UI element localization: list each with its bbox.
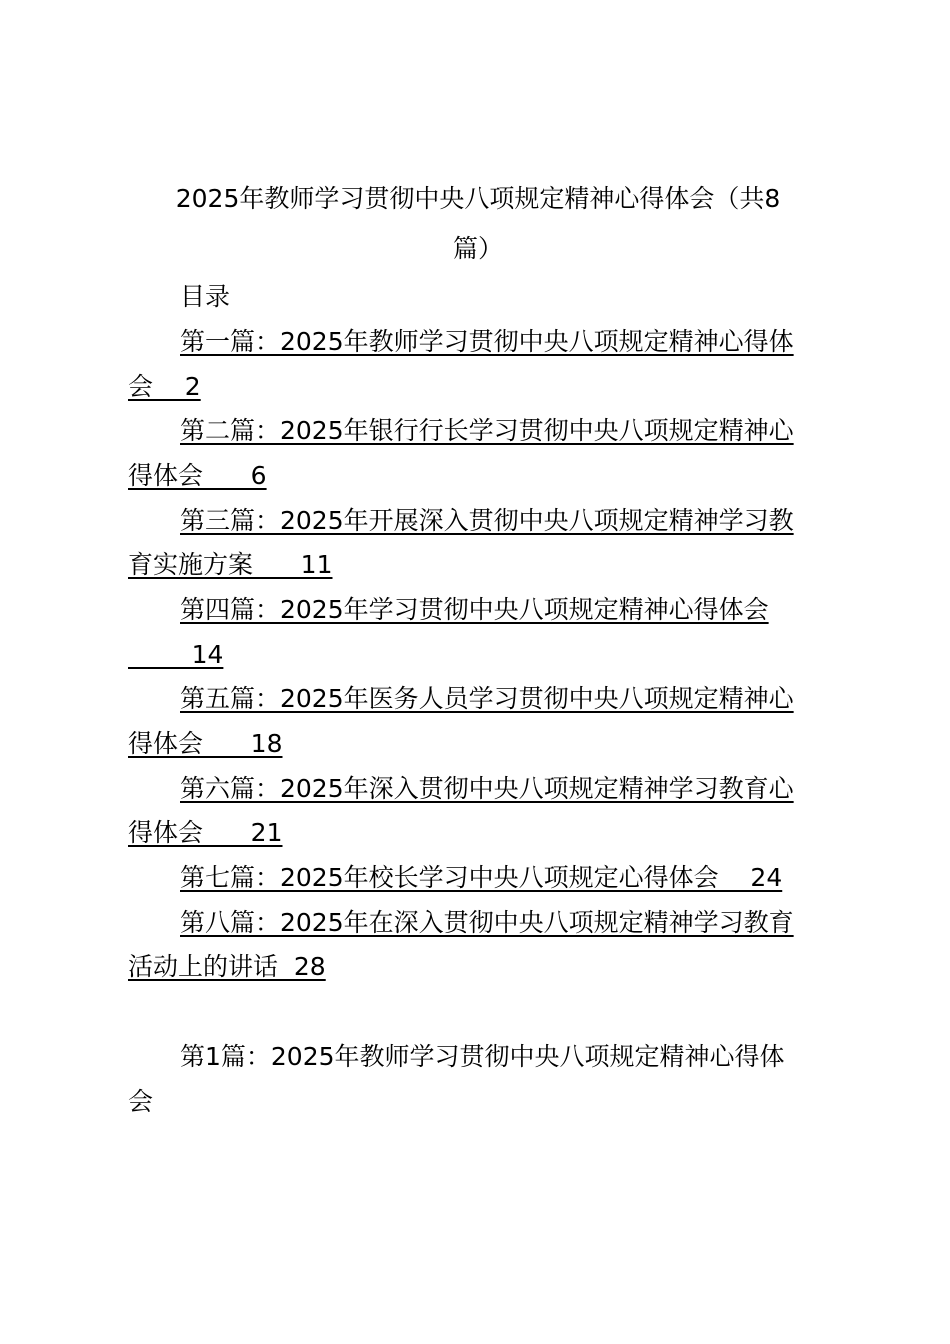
toc-entry-6-line-1[interactable]: 第六篇：2025年深入贯彻中央八项规定精神学习教育心: [180, 774, 794, 803]
document-title-line-1: 2025年教师学习贯彻中央八项规定精神心得体会（共8: [175, 184, 781, 213]
toc-entry-8-line-2[interactable]: 活动上的讲话 28: [128, 952, 326, 981]
section-heading-line-2: 会: [128, 1087, 154, 1116]
toc-entry-5-line-1[interactable]: 第五篇：2025年医务人员学习贯彻中央八项规定精神心: [180, 684, 794, 713]
toc-entry-2-line-2[interactable]: 得体会 6: [128, 461, 267, 490]
toc-entry-1-line-1[interactable]: 第一篇：2025年教师学习贯彻中央八项规定精神心得体: [180, 327, 794, 356]
toc-entry-4-line-2[interactable]: 14: [128, 640, 224, 669]
toc-entry-1-line-2[interactable]: 会 2: [128, 372, 201, 401]
toc-entry-2-line-1[interactable]: 第二篇：2025年银行行长学习贯彻中央八项规定精神心: [180, 416, 794, 445]
toc-entry-5-line-2[interactable]: 得体会 18: [128, 729, 283, 758]
toc-entry-3-line-2[interactable]: 育实施方案 11: [128, 550, 333, 579]
toc-entry-7-line-1[interactable]: 第七篇：2025年校长学习中央八项规定心得体会 24: [180, 863, 783, 892]
toc-entry-4-line-1[interactable]: 第四篇：2025年学习贯彻中央八项规定精神心得体会: [180, 595, 769, 624]
section-heading-line-1: 第1篇：2025年教师学习贯彻中央八项规定精神心得体: [180, 1042, 785, 1071]
toc-entry-3-line-1[interactable]: 第三篇：2025年开展深入贯彻中央八项规定精神学习教: [180, 506, 794, 535]
toc-entry-6-line-2[interactable]: 得体会 21: [128, 818, 283, 847]
document-title-line-2: 篇）: [452, 234, 503, 263]
toc-entry-8-line-1[interactable]: 第八篇：2025年在深入贯彻中央八项规定精神学习教育: [180, 908, 794, 937]
toc-heading: 目录: [180, 282, 231, 311]
